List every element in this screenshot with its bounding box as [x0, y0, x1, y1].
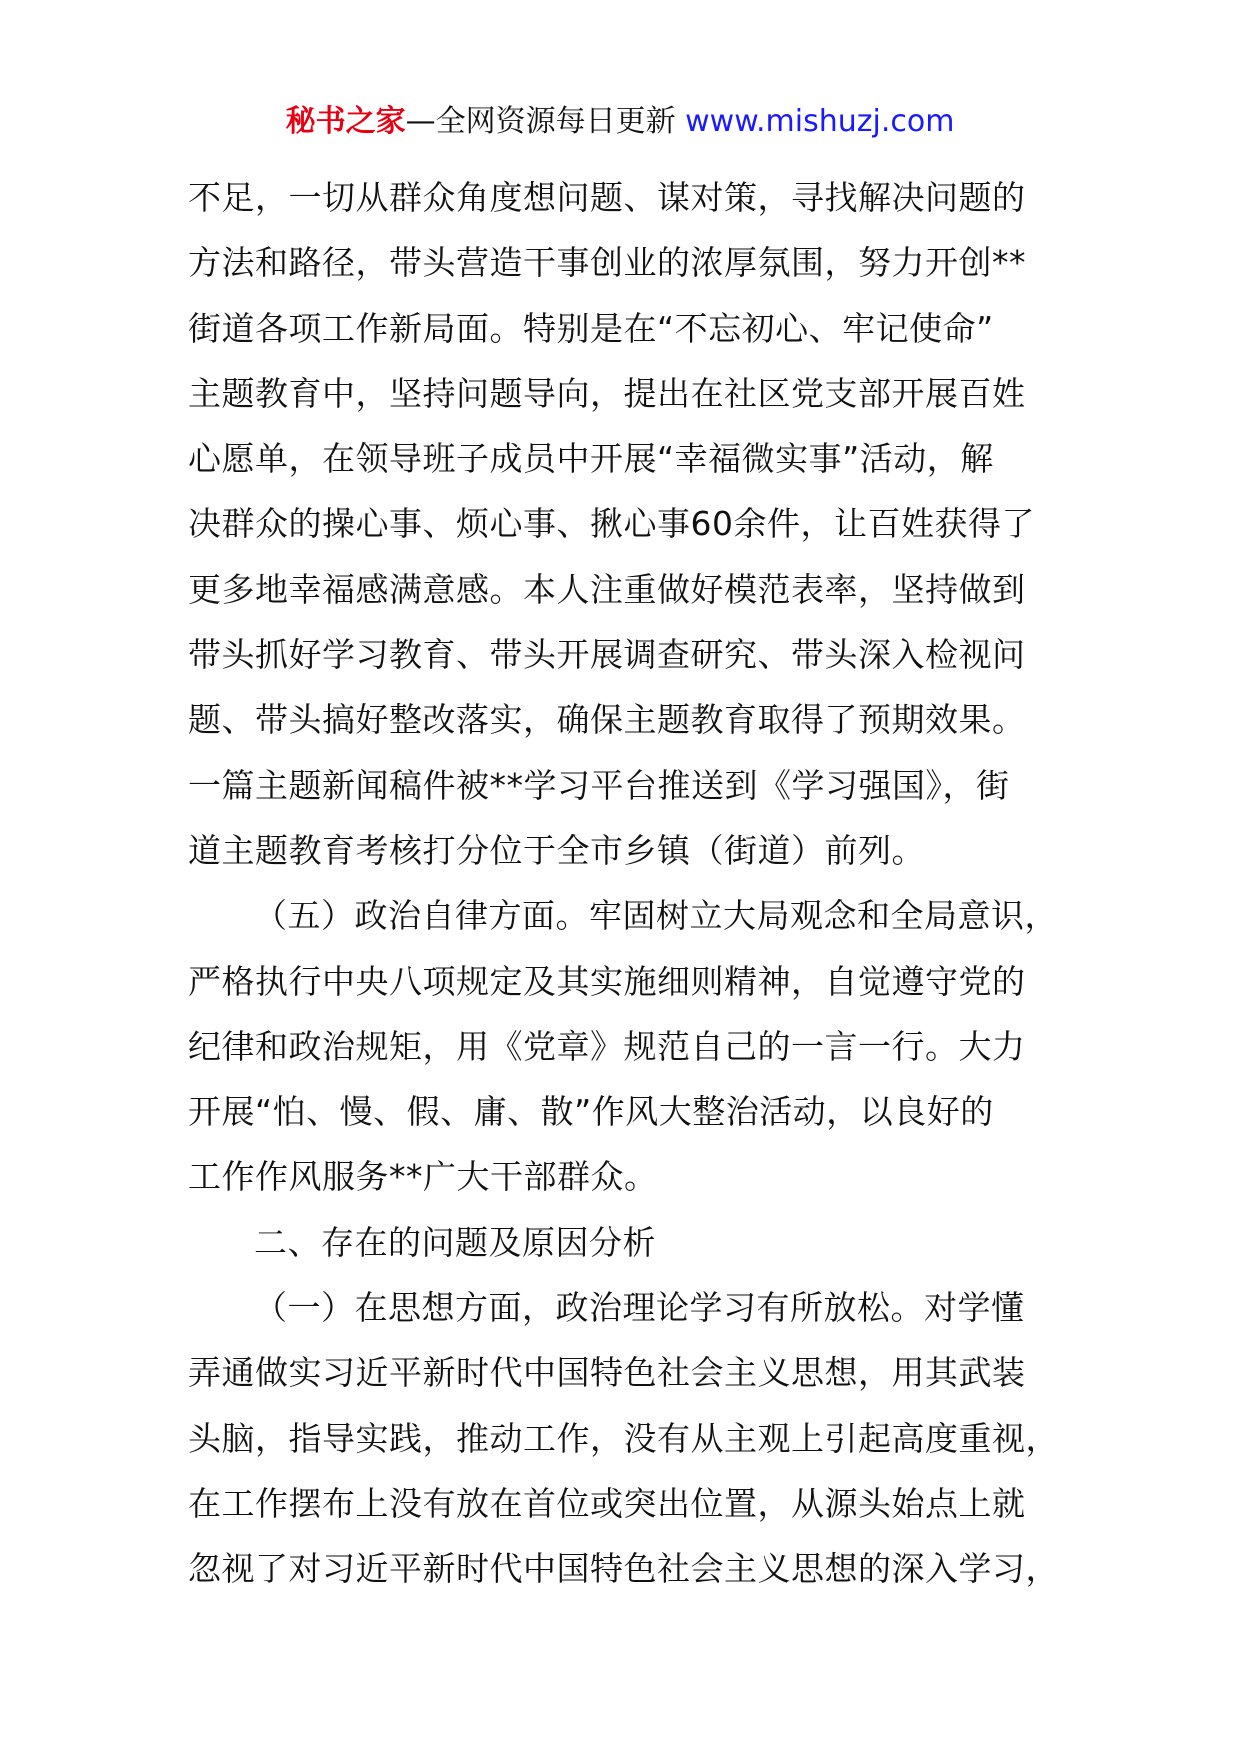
text-line: 心愿单，在领导班子成员中开展“幸福微实事”活动，解 — [188, 439, 994, 479]
site-url-link[interactable]: www.mishuzj.com — [685, 104, 955, 139]
header-slogan: —全网资源每日更新 — [405, 104, 686, 139]
text-line: 街道各项工作新局面。特别是在“不忘初心、牢记使命” — [188, 308, 994, 348]
text-line: 道主题教育考核打分位于全市乡镇（街道）前列。 — [188, 830, 925, 870]
text-line: 纪律和政治规矩，用《党章》规范自己的一言一行。大力 — [188, 1026, 1026, 1066]
section-heading: 二、存在的问题及原因分析 — [254, 1222, 656, 1262]
text-line: 带头抓好学习教育、带头开展调查研究、带头深入检视问 — [188, 635, 1026, 675]
text-line: 一篇主题新闻稿件被**学习平台推送到《学习强国》，街 — [188, 765, 1010, 805]
text-line: 开展“怕、慢、假、庸、散”作风大整治活动，以良好的 — [188, 1092, 994, 1132]
text-line: 严格执行中央八项规定及其实施细则精神，自觉遵守党的 — [188, 961, 1026, 1001]
text-line: 弄通做实习近平新时代中国特色社会主义思想，用其武装 — [188, 1353, 1026, 1393]
text-line: 题、带头搞好整改落实，确保主题教育取得了预期效果。 — [188, 700, 1026, 740]
paragraph-start-line: （一）在思想方面，政治理论学习有所放松。对学懂 — [254, 1288, 1025, 1328]
document-body — [188, 165, 1068, 1602]
paragraph-start-line: （五）政治自律方面。牢固树立大局观念和全局意识， — [254, 896, 1058, 936]
text-line: 方法和路径，带头营造干事创业的浓厚氛围，努力开创** — [188, 243, 1026, 283]
text-line: 主题教育中，坚持问题导向，提出在社区党支部开展百姓 — [188, 373, 1026, 413]
text-line: 头脑，指导实践，推动工作，没有从主观上引起高度重视， — [188, 1418, 1059, 1458]
text-line: 工作作风服务**广大干部群众。 — [188, 1157, 658, 1197]
text-line: 在工作摆布上没有放在首位或突出位置，从源头始点上就 — [188, 1483, 1026, 1523]
text-line: 更多地幸福感满意感。本人注重做好模范表率，坚持做到 — [188, 569, 1026, 609]
brand-name: 秘书之家 — [285, 104, 406, 139]
text-line: 决群众的操心事、烦心事、揪心事60余件，让百姓获得了 — [188, 504, 1035, 544]
text-line: 忽视了对习近平新时代中国特色社会主义思想的深入学习， — [188, 1549, 1059, 1589]
text-line: 不足，一切从群众角度想问题、谋对策，寻找解决问题的 — [188, 178, 1026, 217]
site-header — [0, 100, 1240, 144]
